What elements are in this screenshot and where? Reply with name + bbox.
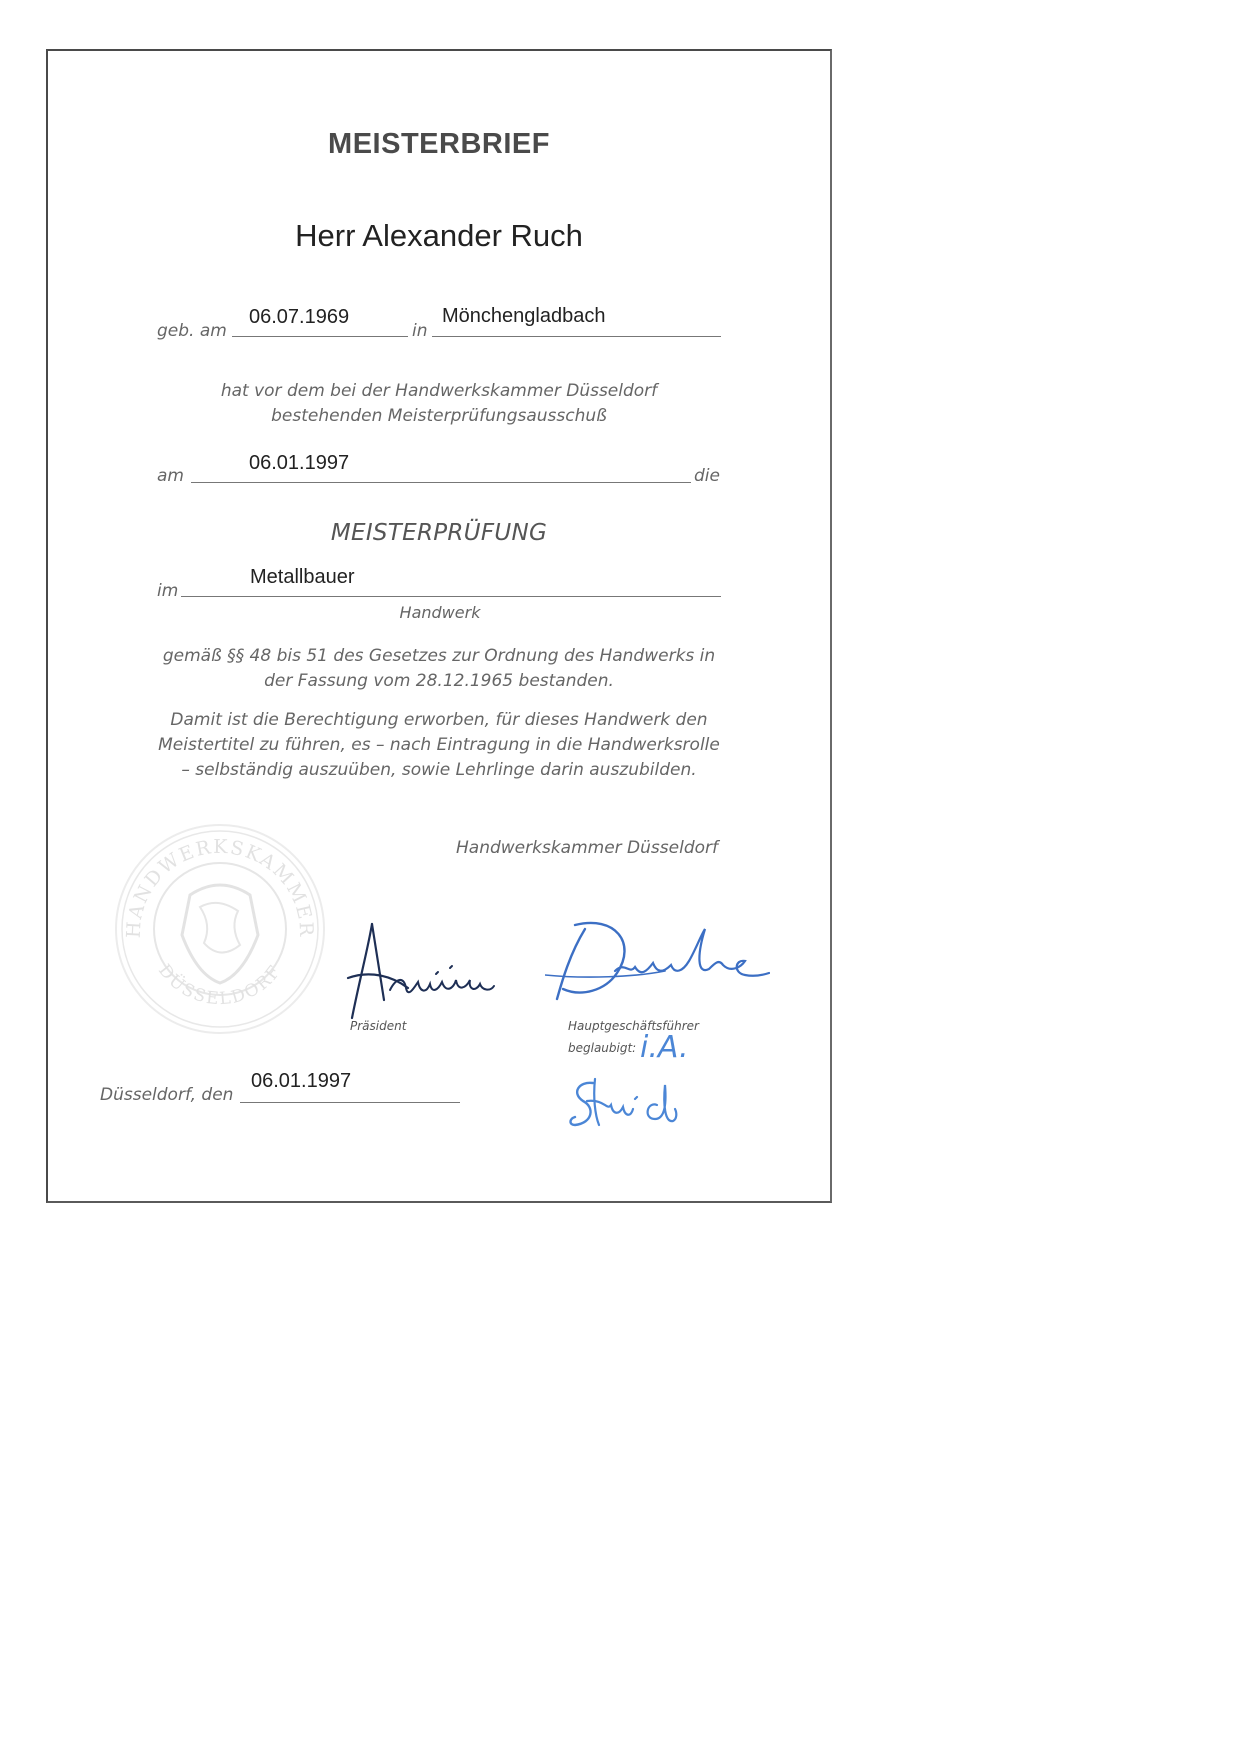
birth-place: Mönchengladbach	[442, 305, 606, 327]
trade-name: Metallbauer	[250, 566, 355, 588]
manager-signature	[545, 915, 770, 1005]
intro-line-1: hat vor dem bei der Handwerkskammer Düsseldorf	[220, 381, 658, 401]
certificate-title: MEISTERBRIEF	[328, 128, 550, 160]
law-text	[46, 644, 832, 694]
seal-text-bottom: DÜSSELDORF	[154, 960, 286, 1010]
manager-caption: Hauptgeschäftsführer	[568, 1019, 699, 1033]
im-label: im	[157, 581, 179, 601]
birth-date-line	[232, 336, 408, 337]
issue-date-line	[240, 1102, 460, 1103]
place-date-label: Düsseldorf, den	[100, 1085, 234, 1105]
exam-date-line	[191, 482, 691, 483]
holder-name: Herr Alexander Ruch	[295, 218, 583, 253]
law-line-2: der Fassung vom 28.12.1965 bestanden.	[264, 671, 614, 691]
exam-date: 06.01.1997	[249, 452, 350, 474]
president-signature	[330, 918, 500, 1028]
certified-label: beglaubigt:	[568, 1041, 637, 1055]
die-label: die	[694, 466, 720, 486]
in-label: in	[412, 321, 428, 341]
trade-caption: Handwerk	[399, 603, 481, 622]
intro-text	[46, 379, 832, 429]
born-label: geb. am	[157, 321, 227, 341]
certified-abbrev: i.A.	[640, 1030, 689, 1065]
intro-line-2: bestehenden Meisterprüfungsausschuß	[271, 406, 607, 426]
issuer-name: Handwerkskammer Düsseldorf	[456, 838, 718, 858]
president-caption: Präsident	[350, 1019, 407, 1033]
svg-text:DÜSSELDORF	[154, 961, 286, 1009]
law-line-1: gemäß §§ 48 bis 51 des Gesetzes zur Ordnung des Handwerks in	[162, 646, 716, 666]
rights-text	[46, 708, 832, 783]
birth-date: 06.07.1969	[249, 306, 350, 328]
embossed-seal	[108, 815, 333, 1040]
am-label: am	[157, 466, 184, 486]
trade-line	[181, 596, 721, 597]
exam-title: MEISTERPRÜFUNG	[330, 520, 548, 546]
rights-line-1: Damit ist die Berechtigung erworben, für dieses Handwerk den	[170, 710, 708, 730]
birth-place-line	[432, 336, 721, 337]
issue-date: 06.01.1997	[251, 1070, 352, 1092]
rights-line-3: – selbständig auszuüben, sowie Lehrlinge darin auszubilden.	[181, 760, 697, 780]
certifier-signature	[565, 1075, 685, 1135]
rights-line-2: Meistertitel zu führen, es – nach Eintragung in die Handwerksrolle	[158, 735, 720, 755]
seal-text-top: HANDWERKSKAMMER	[122, 835, 318, 939]
